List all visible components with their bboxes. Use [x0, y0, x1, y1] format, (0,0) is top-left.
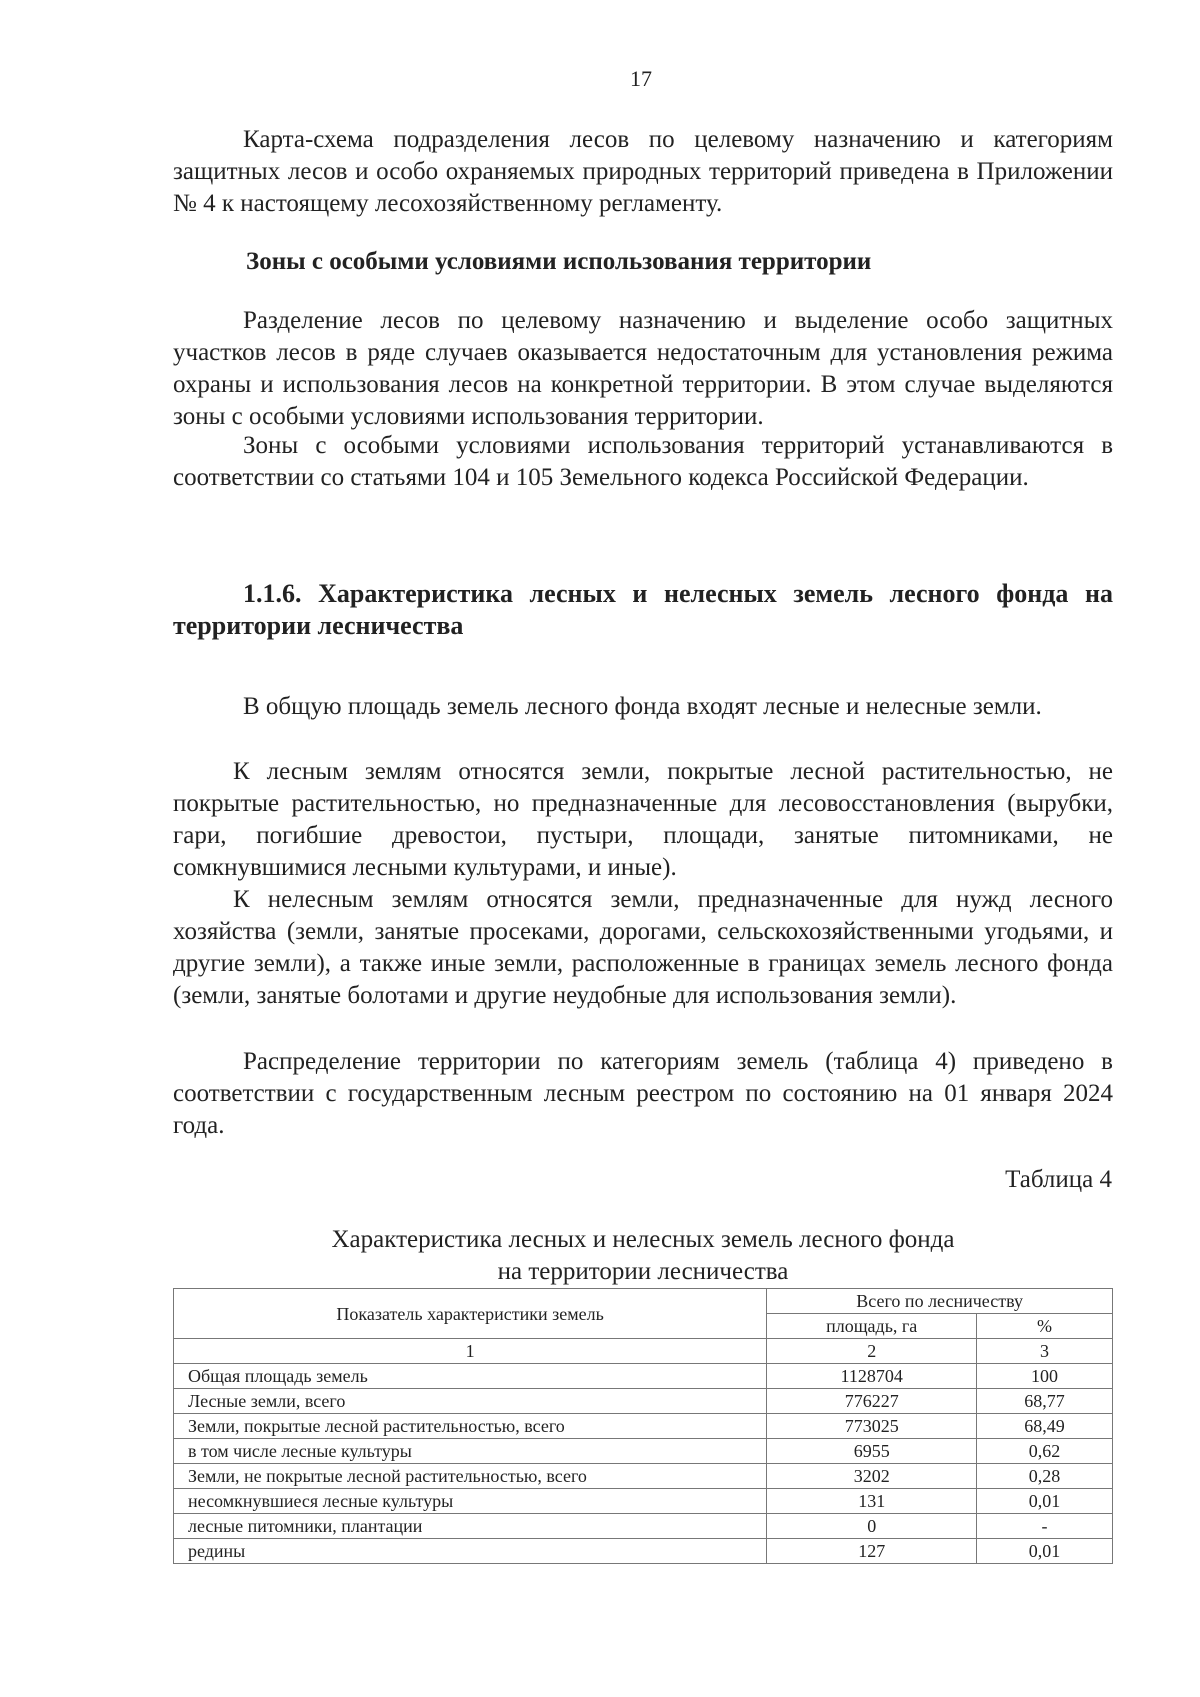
cell-pct: 0,01 — [977, 1489, 1113, 1514]
cell-name: редины — [174, 1539, 767, 1564]
paragraph: В общую площадь земель лесного фонда входят лесные и нелесные земли. — [243, 693, 1042, 720]
cell-area: 776227 — [767, 1389, 977, 1414]
cell-area: 0 — [767, 1514, 977, 1539]
cell-name: Лесные земли, всего — [174, 1389, 767, 1414]
table-label: Таблица 4 — [1005, 1166, 1112, 1193]
cell-pct: 100 — [977, 1364, 1113, 1389]
cell-pct: 68,49 — [977, 1414, 1113, 1439]
cell-name: лесные питомники, плантации — [174, 1514, 767, 1539]
caption-line: на территории лесничества — [497, 1258, 789, 1285]
cell-area: 1128704 — [767, 1364, 977, 1389]
cell-pct: 68,77 — [977, 1389, 1113, 1414]
paragraph: Распределение территории по категориям земель (таблица 4) приведено в соответствии с государственным лесным реестром по состоянию на 01 января 2024 года. — [173, 1048, 1113, 1139]
paragraph: Разделение лесов по целевому назначению и выделение особо защитных участков лесов в ряде случаев оказывается недостаточным для установления режима охраны и использования лесов на конкретной территории. В этом случае выделяются зоны с особыми условиями использования территории. — [173, 307, 1113, 430]
col-num: 1 — [174, 1339, 767, 1364]
table-row — [174, 1439, 1113, 1464]
section-heading: 1.1.6. Характеристика лесных и нелесных земель лесного фонда на территории лесничества — [173, 579, 1113, 640]
table-row — [174, 1514, 1113, 1539]
cell-name: несомкнувшиеся лесные культуры — [174, 1489, 767, 1514]
table-caption — [173, 1224, 1113, 1288]
header-total: Всего по лесничеству — [767, 1289, 1113, 1314]
cell-name: Общая площадь земель — [174, 1364, 767, 1389]
cell-area: 773025 — [767, 1414, 977, 1439]
header-pct: % — [977, 1314, 1113, 1339]
header-indicator: Показатель характеристики земель — [174, 1289, 767, 1339]
cell-name: в том числе лесные культуры — [174, 1439, 767, 1464]
paragraph: Зоны с особыми условиями использования территорий устанавливаются в соответствии со статьями 104 и 105 Земельного кодекса Российской Федерации. — [173, 432, 1113, 491]
cell-pct: 0,62 — [977, 1439, 1113, 1464]
col-num: 2 — [767, 1339, 977, 1364]
page-number: 17 — [630, 66, 652, 91]
cell-pct: 0,28 — [977, 1464, 1113, 1489]
table-row — [174, 1364, 1113, 1389]
cell-area: 131 — [767, 1489, 977, 1514]
cell-name: Земли, не покрытые лесной растительностью, всего — [174, 1464, 767, 1489]
caption-line: Характеристика лесных и нелесных земель лесного фонда — [331, 1226, 955, 1253]
cell-pct: 0,01 — [977, 1539, 1113, 1564]
cell-pct: - — [977, 1514, 1113, 1539]
col-num: 3 — [977, 1339, 1113, 1364]
table-row — [174, 1489, 1113, 1514]
cell-area: 6955 — [767, 1439, 977, 1464]
table-row — [174, 1539, 1113, 1564]
header-area: площадь, га — [767, 1314, 977, 1339]
cell-name: Земли, покрытые лесной растительностью, всего — [174, 1414, 767, 1439]
paragraph: К лесным землям относятся земли, покрытые лесной растительностью, не покрытые растительностью, но предназначенные для лесовосстановления (вырубки, гари, погибшие древостои, пустыри, площади, занятые питомниками, не сомкнувшимися лесными культурами, и иные). — [173, 758, 1113, 881]
paragraph: Карта-схема подразделения лесов по целевому назначению и категориям защитных лесов и особо охраняемых природных территорий приведена в Приложении № 4 к настоящему лесохозяйственному регламенту. — [173, 126, 1113, 217]
land-table — [173, 1288, 1113, 1564]
table-row — [174, 1464, 1113, 1489]
cell-area: 127 — [767, 1539, 977, 1564]
cell-area: 3202 — [767, 1464, 977, 1489]
table-row — [174, 1414, 1113, 1439]
table-row — [174, 1389, 1113, 1414]
subheading-zones: Зоны с особыми условиями использования территории — [246, 248, 872, 275]
paragraph: К нелесным землям относятся земли, предназначенные для нужд лесного хозяйства (земли, занятые просеками, дорогами, сельскохозяйственными угодьями, и другие земли), а также иные земли, расположенные в границах земель лесного фонда (земли, занятые болотами и другие неудобные для использования земли). — [173, 886, 1113, 1009]
